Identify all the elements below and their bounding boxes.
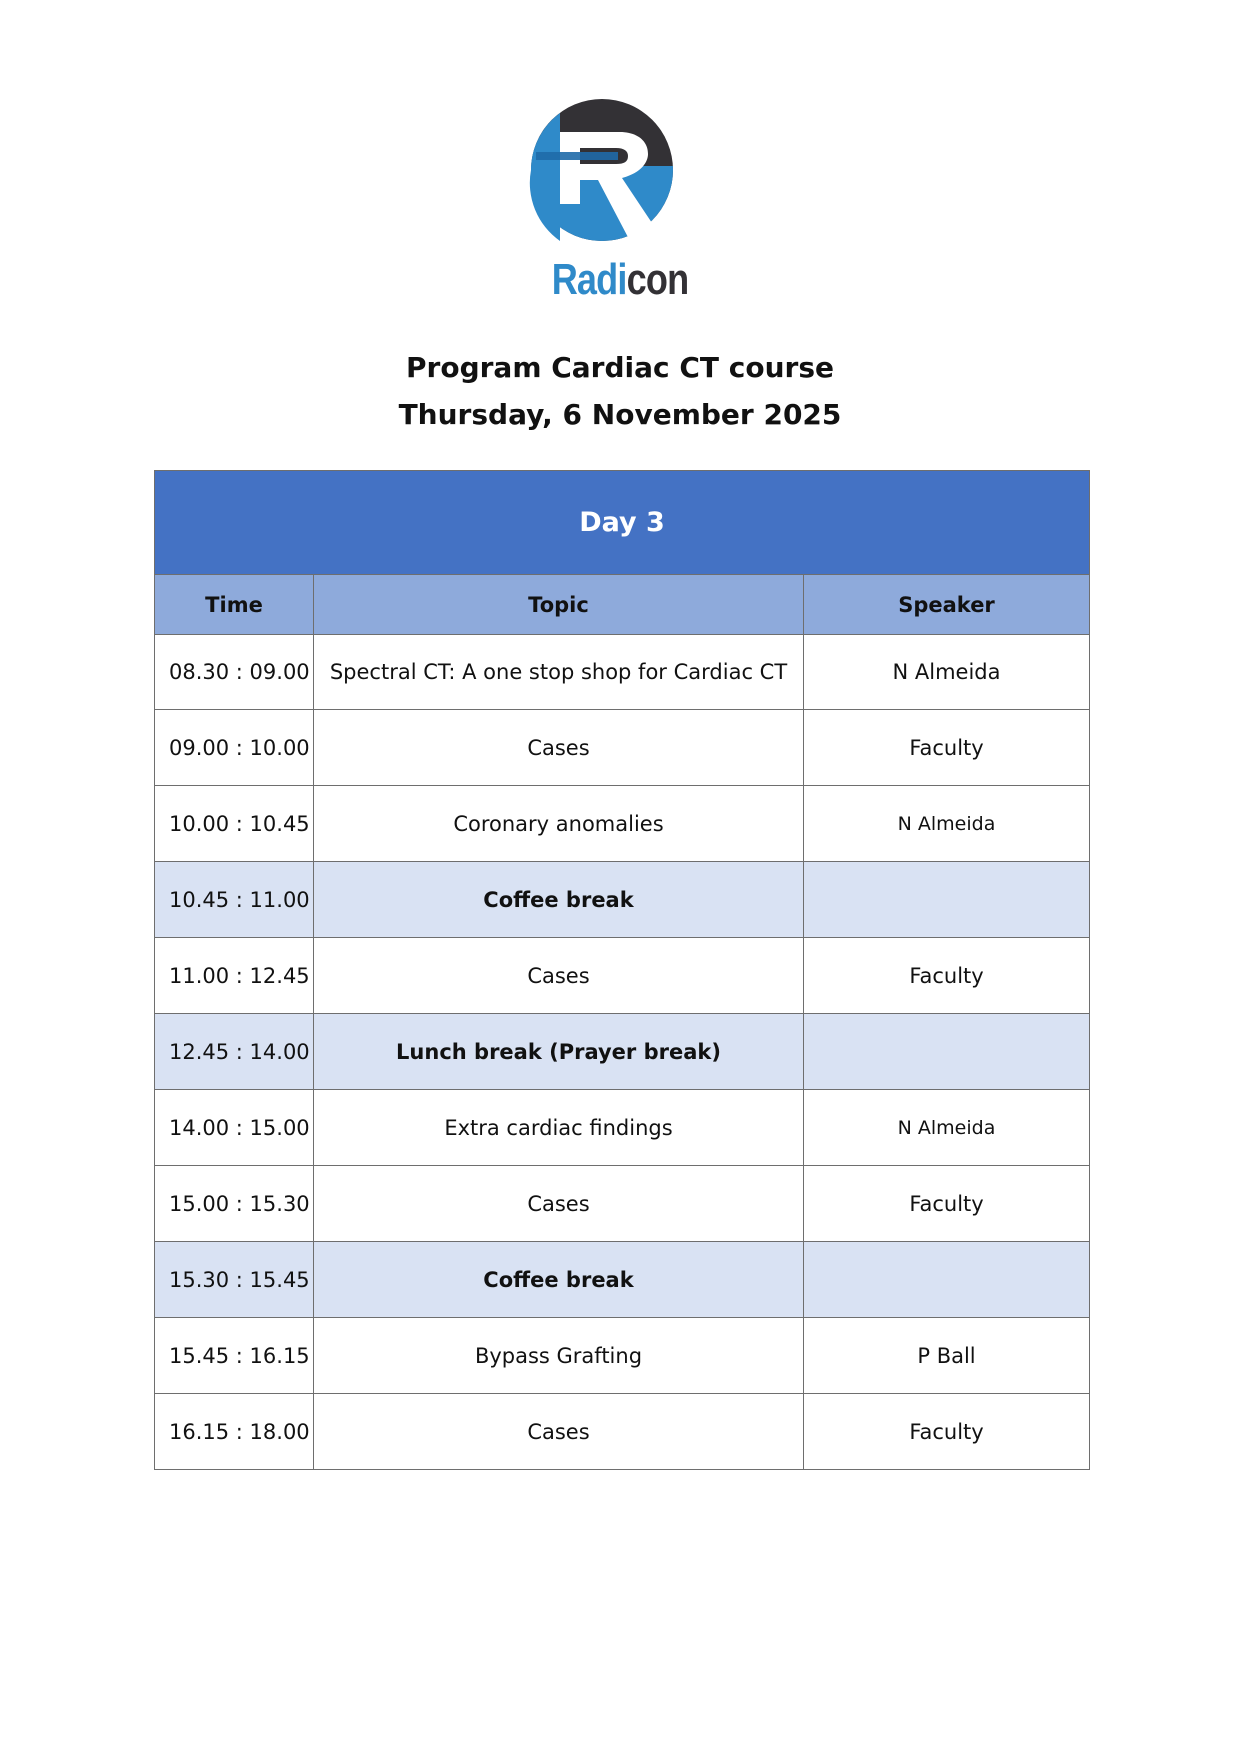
topic-cell: Cases [314, 710, 804, 786]
page-date: Thursday, 6 November 2025 [398, 398, 842, 431]
column-header-speaker: Speaker [804, 575, 1090, 635]
topic-cell: Coronary anomalies [314, 786, 804, 862]
speaker-cell [804, 862, 1090, 938]
speaker-cell: N Almeida [804, 635, 1090, 710]
table-row [155, 786, 1090, 862]
table-row [155, 1166, 1090, 1242]
topic-cell: Cases [314, 1166, 804, 1242]
topic-cell: Cases [314, 1394, 804, 1470]
topic-cell: Coffee break [314, 1242, 804, 1318]
topic-cell: Bypass Grafting [314, 1318, 804, 1394]
table-row [155, 710, 1090, 786]
time-cell: 10.00 : 10.45 [155, 786, 314, 862]
table-row [155, 938, 1090, 1014]
topic-cell: Lunch break (Prayer break) [314, 1014, 804, 1090]
speaker-cell: N Almeida [804, 786, 1090, 862]
schedule-table [154, 470, 1090, 1470]
column-header-time: Time [155, 575, 314, 635]
speaker-cell: Faculty [804, 938, 1090, 1014]
time-cell: 09.00 : 10.00 [155, 710, 314, 786]
speaker-cell [804, 1242, 1090, 1318]
brand-name-part2: con [626, 255, 689, 304]
speaker-cell [804, 1014, 1090, 1090]
time-cell: 16.15 : 18.00 [155, 1394, 314, 1470]
time-cell: 15.45 : 16.15 [155, 1318, 314, 1394]
time-cell: 15.00 : 15.30 [155, 1166, 314, 1242]
topic-cell: Cases [314, 938, 804, 1014]
break-row [155, 1014, 1090, 1090]
speaker-cell: N Almeida [804, 1090, 1090, 1166]
topic-cell: Coffee break [314, 862, 804, 938]
table-row [155, 635, 1090, 710]
speaker-cell: Faculty [804, 710, 1090, 786]
page-title: Program Cardiac CT course [406, 351, 834, 384]
speaker-cell: Faculty [804, 1166, 1090, 1242]
table-row [155, 1318, 1090, 1394]
table-row [155, 1394, 1090, 1470]
time-cell: 14.00 : 15.00 [155, 1090, 314, 1166]
brand-name-part1: Radi [551, 255, 627, 304]
speaker-cell: P Ball [804, 1318, 1090, 1394]
time-cell: 12.45 : 14.00 [155, 1014, 314, 1090]
day-header: Day 3 [155, 471, 1090, 575]
time-cell: 15.30 : 15.45 [155, 1242, 314, 1318]
time-cell: 11.00 : 12.45 [155, 938, 314, 1014]
title-block [0, 344, 1240, 438]
table-row [155, 1090, 1090, 1166]
break-row [155, 862, 1090, 938]
topic-cell: Spectral CT: A one stop shop for Cardiac CT [314, 635, 804, 710]
column-header-topic: Topic [314, 575, 804, 635]
time-cell: 08.30 : 09.00 [155, 635, 314, 710]
time-cell: 10.45 : 11.00 [155, 862, 314, 938]
brand-name [112, 255, 1129, 304]
speaker-cell: Faculty [804, 1394, 1090, 1470]
break-row [155, 1242, 1090, 1318]
topic-cell: Extra cardiac findings [314, 1090, 804, 1166]
